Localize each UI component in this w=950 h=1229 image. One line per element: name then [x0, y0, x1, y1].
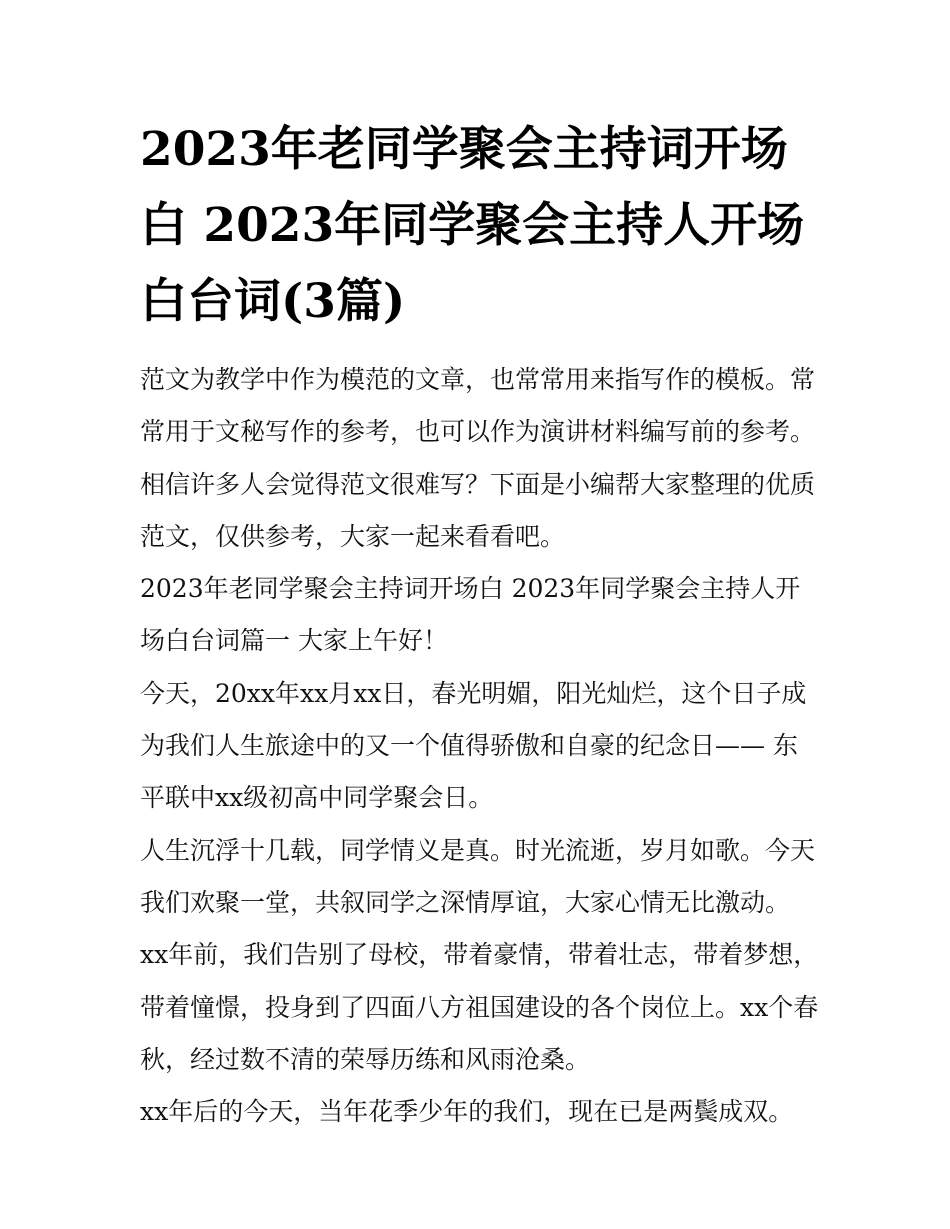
- paragraph-life: 人生沉浮十几载，同学情义是真。时光流逝，岁月如歌。今天我们欢聚一堂，共叙同学之深情厚谊，大家心情无比激动。: [140, 835, 816, 917]
- document-title: 2023年老同学聚会主持词开场白 2023年同学聚会主持人开场白台词(3篇): [140, 122, 805, 329]
- paragraph-intro: 范文为教学中作为模范的文章，也常常用来指写作的模板。常常用于文秘写作的参考，也可以作为演讲材料编写前的参考。相信许多人会觉得范文很难写？下面是小编帮大家整理的优质范文，仅供参考，大家一起来看看吧。: [140, 365, 816, 551]
- document-body: [140, 354, 820, 1138]
- paragraph-today: 今天，20xx年xx月xx日，春光明媚，阳光灿烂，这个日子成为我们人生旅途中的又一个值得骄傲和自豪的纪念日—— 东平联中xx级初高中同学聚会日。: [140, 678, 807, 813]
- paragraph-years-later: xx年后的今天，当年花季少年的我们，现在已是两鬓成双。: [140, 1097, 794, 1127]
- paragraph-years-ago: xx年前，我们告别了母校，带着豪情，带着壮志，带着梦想，带着憧憬，投身到了四面八方祖国建设的各个岗位上。xx个春秋，经过数不清的荣辱历练和风雨沧桑。: [140, 940, 819, 1074]
- paragraph-section-heading: 2023年老同学聚会主持词开场白 2023年同学聚会主持人开场白台词篇一 大家上午好！: [140, 574, 801, 656]
